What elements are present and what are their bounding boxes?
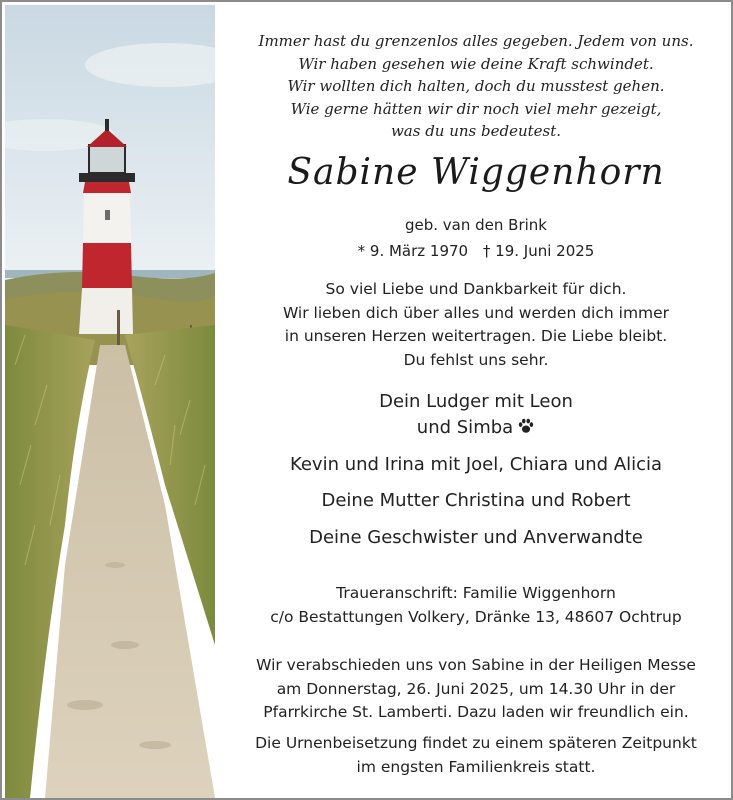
family-line: Deine Mutter Christina und Robert xyxy=(321,490,631,511)
mass-line: Pfarrkirche St. Lamberti. Dazu laden wir freundlich ein. xyxy=(263,703,689,721)
family-line: Dein Ludger mit Leon xyxy=(379,391,573,412)
deceased-name: Sabine Wiggenhorn xyxy=(287,152,665,193)
condolence-address xyxy=(234,582,718,629)
birth-date: * 9. März 1970 xyxy=(357,242,469,260)
death-date: † 19. Juni 2025 xyxy=(482,242,595,260)
mass-line: am Donnerstag, 26. Juni 2025, um 14.30 Uhr in der xyxy=(276,679,676,698)
poem-line: Immer hast du grenzenlos alles gegeben. Jedem von uns. xyxy=(258,32,694,50)
urn-line: Die Urnenbeisetzung findet zu einem späteren Zeitpunkt xyxy=(255,734,697,752)
message-line: So viel Liebe und Dankbarkeit für dich. xyxy=(325,280,627,298)
urn-burial-note xyxy=(234,732,718,779)
poem-line: was du uns bedeutest. xyxy=(390,122,562,140)
mass-announcement xyxy=(234,654,718,725)
love-message xyxy=(234,278,718,372)
born-name: geb. van den Brink xyxy=(405,216,547,234)
mass-line: Wir verabschieden uns von Sabine in der Heiligen Messe xyxy=(256,656,696,674)
message-line: Wir lieben dich über alles und werden dich immer xyxy=(282,303,670,322)
address-line: Traueranschrift: Familie Wiggenhorn xyxy=(336,584,616,602)
obituary-text xyxy=(234,2,718,798)
family-husband xyxy=(234,389,718,441)
address-line: c/o Bestattungen Volkery, Dränke 13, 48607 Ochtrup xyxy=(270,607,682,626)
poem xyxy=(234,30,718,143)
family-line: und Simba xyxy=(416,417,514,438)
message-line: in unseren Herzen weitertragen. Die Liebe bleibt. xyxy=(284,327,668,345)
paw-icon xyxy=(517,417,535,435)
life-dates xyxy=(234,242,718,260)
poem-line: Wir haben gesehen wie deine Kraft schwindet. xyxy=(298,54,654,73)
family-line-pet xyxy=(234,415,718,441)
lighthouse-dune-photo xyxy=(5,5,215,798)
message-line: Du fehlst uns sehr. xyxy=(403,350,549,369)
poem-line: Wie gerne hätten wir dir noch viel mehr gezeigt, xyxy=(290,99,662,118)
poem-line: Wir wollten dich halten, doch du musstest gehen. xyxy=(287,77,665,95)
family-line: Deine Geschwister und Anverwandte xyxy=(309,527,643,548)
family-line: Kevin und Irina mit Joel, Chiara und Alicia xyxy=(289,454,663,475)
urn-line: im engsten Familienkreis statt. xyxy=(356,757,596,776)
